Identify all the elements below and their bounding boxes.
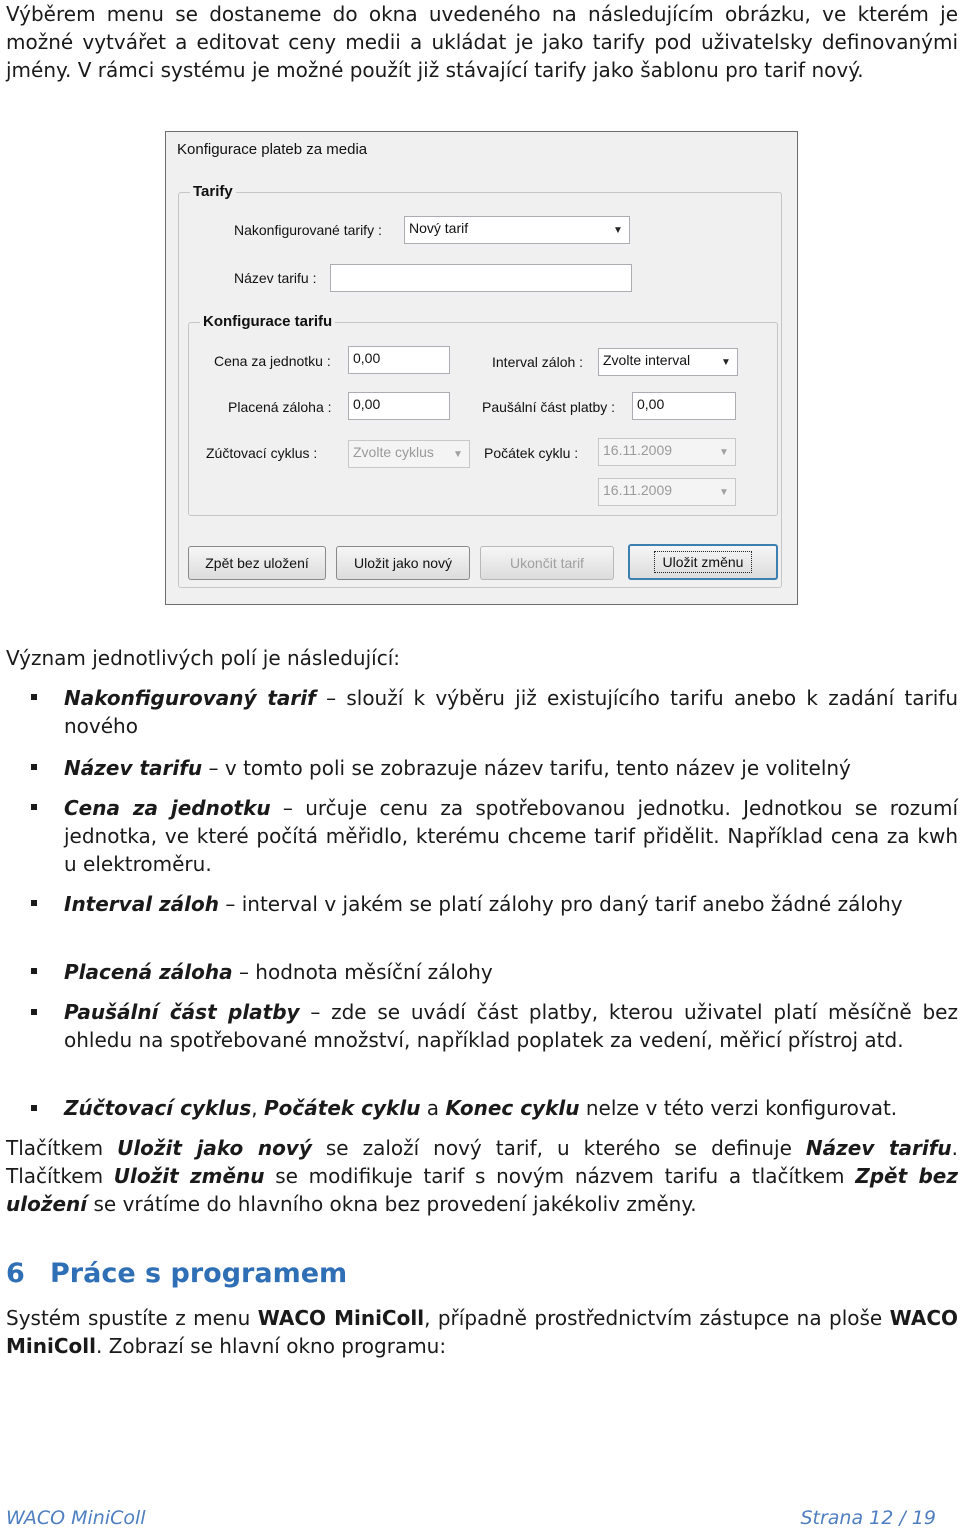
text-run: se vrátíme do hlavního okna bez provedení jakékoliv změny. <box>87 1192 697 1216</box>
label-billing-cycle: Zúčtovací cyklus : <box>206 445 318 461</box>
cycle-end-picker[interactable] <box>598 478 736 506</box>
dialog-title: Konfigurace plateb za media <box>177 141 368 158</box>
section-paragraph <box>6 1304 958 1360</box>
unit-price-input[interactable]: 0,00 <box>348 346 450 374</box>
tariff-name-input[interactable] <box>330 264 632 292</box>
list-item-term: Počátek cyklu <box>264 1096 421 1120</box>
list-item-term: Nakonfigurovaný tarif <box>64 686 316 710</box>
billing-cycle-value: Zvolte cyklus <box>353 444 434 460</box>
chevron-down-icon[interactable]: ▼ <box>613 224 623 236</box>
chevron-down-icon[interactable]: ▼ <box>721 356 731 368</box>
label-tariff-name: Název tarifu : <box>234 270 317 286</box>
emphasis-run: Název tarifu <box>805 1136 952 1160</box>
cycle-start-value: 16.11.2009 <box>603 442 673 458</box>
emphasis-run: Uložit jako nový <box>117 1136 312 1160</box>
billing-cycle-combo[interactable] <box>348 440 470 468</box>
text-run: se založí nový tarif, u kterého se definuje <box>311 1136 806 1160</box>
cycle-end-value: 16.11.2009 <box>603 482 673 498</box>
list-item-text: – v tomto poli se zobrazuje název tarifu, tento název je volitelný <box>202 756 851 780</box>
list-item-text: – slouží k výběru již existujícího tarifu anebo k zadání tarifu nového <box>64 686 959 738</box>
list-item-term: Placená záloha <box>64 960 233 984</box>
list-item-term: Interval záloh <box>64 892 219 916</box>
label-unit-price: Cena za jednotku : <box>214 353 331 369</box>
list-item-term: Cena za jednotku <box>64 796 271 820</box>
list-item-text: – zde se uvádí část platby, kterou uživatel platí měsíčně bez ohledu na spotřebované množství, například poplatek za vedení, měřicí přístroj atd. <box>64 1000 958 1052</box>
list-item <box>64 794 958 878</box>
text-run: Tlačítkem <box>6 1136 118 1160</box>
bullet-marker <box>31 764 37 770</box>
list-item-term: Paušální část platby <box>64 1000 300 1024</box>
flat-part-input[interactable]: 0,00 <box>632 392 736 420</box>
text-run: Systém spustíte z menu <box>6 1306 258 1330</box>
bullet-marker <box>31 694 37 700</box>
list-item-text: – hodnota měsíční zálohy <box>232 960 493 984</box>
text-run: . Zobrazí se hlavní okno programu: <box>95 1334 447 1358</box>
section-heading <box>6 1258 347 1289</box>
list-item <box>64 958 958 986</box>
bold-run: WACO MiniColl <box>257 1306 425 1330</box>
list-item <box>64 1094 958 1122</box>
group-konfigurace-legend: Konfigurace tarifu <box>200 313 335 330</box>
label-paid-deposit: Placená záloha : <box>228 399 332 415</box>
chevron-down-icon[interactable]: ▼ <box>453 448 463 460</box>
label-cycle-start: Počátek cyklu : <box>484 445 579 461</box>
chevron-down-icon[interactable]: ▼ <box>719 486 729 498</box>
label-deposit-interval: Interval záloh : <box>492 354 584 370</box>
back-without-saving-button[interactable]: Zpět bez uložení <box>188 546 326 580</box>
end-tariff-button[interactable]: Ukončit tarif <box>480 546 614 580</box>
tariff-config-dialog <box>165 131 798 605</box>
label-flat-part: Paušální část platby : <box>482 399 616 415</box>
list-item-separator: , <box>251 1096 265 1120</box>
list-item-term: Konec cyklu <box>445 1096 580 1120</box>
list-item <box>64 754 958 782</box>
text-run: se modifikuje tarif s novým názvem tarifu a tlačítkem <box>264 1164 856 1188</box>
list-item-term: Název tarifu <box>64 756 203 780</box>
section-title: Práce s programem <box>50 1258 348 1289</box>
group-tarify-legend: Tarify <box>190 183 236 200</box>
list-item-text: nelze v této verzi konfigurovat. <box>579 1096 898 1120</box>
footer-product: WACO MiniColl <box>6 1507 146 1529</box>
save-change-button[interactable] <box>628 544 778 580</box>
emphasis-run: Zpět bez uložení <box>6 1164 958 1216</box>
deposit-interval-combo[interactable] <box>598 348 738 376</box>
list-item <box>64 684 958 740</box>
save-as-new-button[interactable]: Uložit jako nový <box>336 546 470 580</box>
text-run: . Tlačítkem <box>6 1136 959 1188</box>
paid-deposit-input[interactable]: 0,00 <box>348 392 450 420</box>
section-number: 6 <box>6 1258 25 1289</box>
bullet-marker <box>31 1009 37 1015</box>
bullet-marker <box>31 1105 37 1111</box>
bold-run: WACO MiniColl <box>6 1306 958 1358</box>
chevron-down-icon[interactable]: ▼ <box>719 446 729 458</box>
list-item <box>64 890 958 918</box>
deposit-interval-value: Zvolte interval <box>603 352 691 368</box>
emphasis-run: Uložit změnu <box>113 1164 265 1188</box>
list-item-term: Zúčtovací cyklus <box>64 1096 252 1120</box>
list-item-text: – interval v jakém se platí zálohy pro daný tarif anebo žádné zálohy <box>219 892 903 916</box>
bullet-marker <box>31 968 37 974</box>
configured-tariffs-combo[interactable] <box>404 216 630 244</box>
label-configured-tariffs: Nakonfigurované tarify : <box>234 222 382 238</box>
list-item-separator: a <box>420 1096 446 1120</box>
cycle-start-picker[interactable] <box>598 438 736 466</box>
bullet-marker <box>31 900 37 906</box>
footer-page-number: Strana 12 / 19 <box>800 1507 936 1529</box>
intro-paragraph: Výběrem menu se dostaneme do okna uvedeného na následujícím obrázku, ve kterém je možné vytvářet a editovat ceny medii a ukládat je jako tarify pod uživatelsky definovanými jmény. V rámci systému je možné použít již stávající tarify jako šablonu pro tarif nový. <box>6 2 958 82</box>
configured-tariffs-value: Nový tarif <box>409 220 469 236</box>
save-change-label: Uložit změnu <box>654 551 753 573</box>
list-item-text: – určuje cenu za spotřebovanou jednotku. Jednotkou se rozumí jednotka, ve které počítá měřidlo, kterému chceme tarif přidělit. Například cena za kwh u elektroměru. <box>64 796 958 876</box>
text-run: , případně prostřednictvím zástupce na ploše <box>424 1306 890 1330</box>
meaning-intro: Význam jednotlivých polí je následující: <box>6 646 400 670</box>
list-item <box>64 998 958 1054</box>
bullet-marker <box>31 804 37 810</box>
buttons-paragraph <box>6 1134 958 1218</box>
